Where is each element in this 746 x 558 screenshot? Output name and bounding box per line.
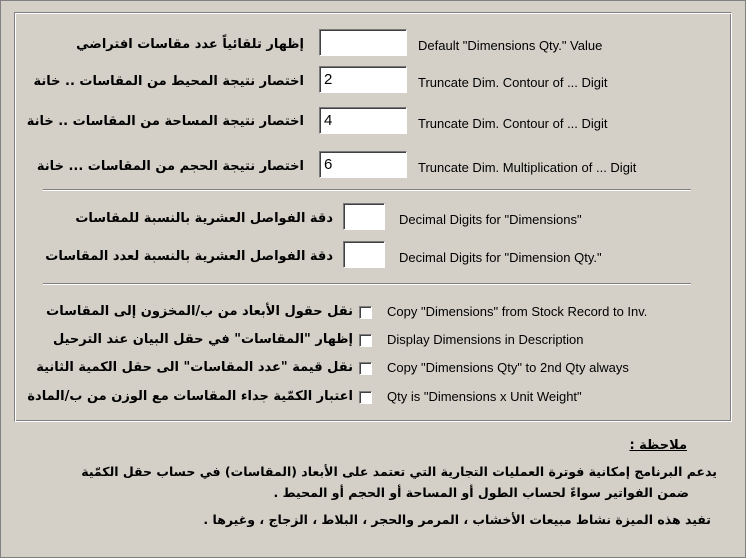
decimal-dimension-qty-label-en: Decimal Digits for "Dimension Qty." [399, 250, 602, 265]
truncate-volume-input[interactable] [319, 151, 407, 178]
truncate-contour-label-ar: اختصار نتيجة المحيط من المقاسات .. خانة [33, 74, 304, 89]
qty-unit-weight-label-en: Qty is "Dimensions x Unit Weight" [387, 389, 582, 404]
default-dimensions-qty-input[interactable] [319, 29, 407, 56]
note-title: ملاحظة : [629, 438, 687, 453]
truncate-area-label-ar: اختصار نتيجة المساحة من المقاسات .. خانة [26, 114, 304, 129]
truncate-area-input[interactable] [319, 107, 407, 134]
decimal-dimension-qty-label-ar: دقة الفواصل العشرية بالنسبة لعدد المقاسات [45, 249, 333, 264]
default-dimensions-qty-label-ar: إظهار تلقائياً عدد مقاسات افتراضي [76, 37, 304, 52]
truncate-volume-label-en: Truncate Dim. Multiplication of ... Digit [418, 160, 637, 175]
decimal-dimensions-label-ar: دقة الفواصل العشرية بالنسبة للمقاسات [75, 211, 333, 226]
decimal-dimensions-input[interactable] [343, 203, 385, 230]
separator-1 [43, 189, 691, 191]
decimal-dimension-qty-input[interactable] [343, 241, 385, 268]
note-line-2: ضمن الفواتير سواءً لحساب الطول أو المساحة أو الحجم أو المحيط . [273, 485, 689, 500]
note-line-3: تفيد هذه الميزة نشاط مبيعات الأخشاب ، المرمر والحجر ، البلاط ، الزجاج ، وغيرها . [203, 512, 711, 527]
default-dimensions-qty-label-en: Default "Dimensions Qty." Value [418, 38, 603, 53]
display-dimensions-label-en: Display Dimensions in Description [387, 332, 584, 347]
separator-2 [43, 283, 691, 285]
display-dimensions-checkbox[interactable] [359, 334, 372, 347]
copy-dimensions-label-en: Copy "Dimensions" from Stock Record to Inv. [387, 304, 648, 319]
copy-dimensions-checkbox[interactable] [359, 306, 372, 319]
decimal-dimensions-label-en: Decimal Digits for "Dimensions" [399, 212, 582, 227]
copy-dimensions-qty-checkbox[interactable] [359, 362, 372, 375]
note-line-1: يدعم البرنامج إمكانية فوترة العمليات التجارية التي تعتمد على الأبعاد (المقاسات) في حساب حقل الكمّية [81, 464, 717, 479]
copy-dimensions-label-ar: نقل حقول الأبعاد من ب/المخزون إلى المقاسات [46, 304, 353, 319]
copy-dimensions-qty-label-en: Copy "Dimensions Qty" to 2nd Qty always [387, 360, 629, 375]
truncate-contour-input[interactable] [319, 66, 407, 93]
qty-unit-weight-label-ar: اعتبار الكمّية جداء المقاسات مع الوزن من ب/المادة [27, 389, 353, 404]
truncate-contour-label-en: Truncate Dim. Contour of ... Digit [418, 75, 608, 90]
display-dimensions-label-ar: إظهار "المقاسات" في حقل البيان عند الترحيل [53, 332, 353, 347]
copy-dimensions-qty-label-ar: نقل قيمة "عدد المقاسات" الى حقل الكمية الثانية [36, 360, 353, 375]
truncate-volume-label-ar: اختصار نتيجة الحجم من المقاسات ... خانة [36, 159, 304, 174]
qty-unit-weight-checkbox[interactable] [359, 391, 372, 404]
truncate-area-label-en: Truncate Dim. Contour of ... Digit [418, 116, 608, 131]
